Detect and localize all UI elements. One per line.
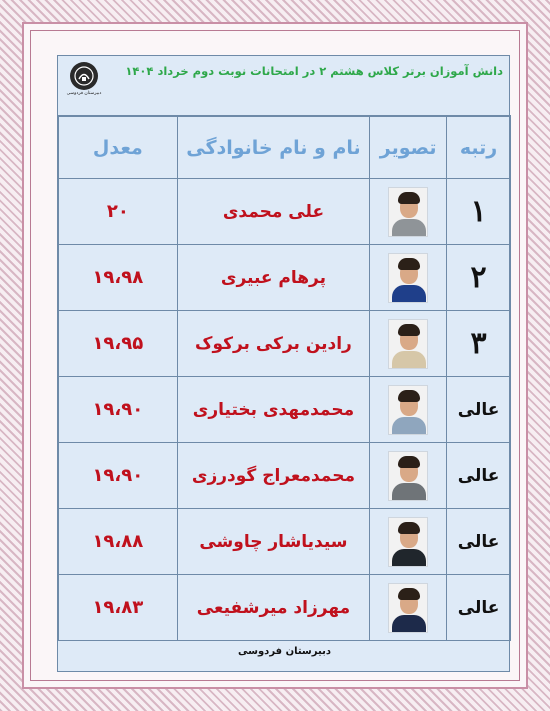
results-sheet — [57, 55, 510, 672]
student-photo — [388, 319, 428, 369]
table-row — [59, 443, 511, 509]
student-photo — [388, 517, 428, 567]
name-cell — [177, 311, 370, 377]
table-row — [59, 575, 511, 641]
student-name: محمدمعراج گودرزی — [191, 465, 355, 486]
photo-hair — [398, 324, 420, 336]
student-photo — [388, 385, 428, 435]
average-cell — [59, 575, 178, 641]
table-row — [59, 377, 511, 443]
table-body — [59, 179, 511, 641]
column-header-photo: تصویر — [370, 117, 447, 179]
photo-hair — [398, 588, 420, 600]
photo-hair — [398, 456, 420, 468]
logo-caption: دبیرستان فردوسی — [66, 91, 102, 96]
sheet-header — [58, 56, 511, 116]
student-average: ۱۹،۸۸ — [92, 531, 144, 552]
rank-value: عالی — [457, 399, 500, 420]
student-average: ۱۹،۹۵ — [92, 333, 144, 354]
rank-cell — [447, 443, 511, 509]
rank-cell — [447, 179, 511, 245]
table-row — [59, 179, 511, 245]
photo-shirt — [392, 219, 426, 237]
average-cell — [59, 509, 178, 575]
photo-shirt — [392, 417, 426, 435]
average-cell — [59, 443, 178, 509]
student-photo — [388, 583, 428, 633]
logo-emblem-icon — [70, 62, 98, 90]
column-header-name: نام و نام خانوادگی — [177, 117, 370, 179]
photo-hair — [398, 258, 420, 270]
rank-value: ۳ — [470, 326, 487, 361]
student-name: علی محمدی — [222, 201, 325, 222]
student-average: ۱۹،۹۰ — [92, 465, 144, 486]
ranking-table — [58, 116, 511, 641]
student-name: مهرزاد میرشفیعی — [196, 597, 351, 618]
rank-cell — [447, 245, 511, 311]
name-cell — [177, 509, 370, 575]
rank-value: عالی — [457, 597, 500, 618]
student-name: سیدیاشار چاوشی — [199, 531, 348, 552]
rank-value: عالی — [457, 531, 500, 552]
student-name: پرهام عبیری — [220, 267, 327, 288]
student-photo — [388, 187, 428, 237]
rank-cell — [447, 575, 511, 641]
photo-shirt — [392, 351, 426, 369]
table-row — [59, 311, 511, 377]
photo-hair — [398, 390, 420, 402]
name-cell — [177, 179, 370, 245]
column-header-average: معدل — [59, 117, 178, 179]
page-title: دانش آموزان برتر کلاس هشتم ۲ در امتحانات نوبت دوم خرداد ۱۴۰۴ — [125, 64, 503, 78]
name-cell — [177, 443, 370, 509]
rank-cell — [447, 509, 511, 575]
student-average: ۱۹،۸۳ — [92, 597, 144, 618]
average-cell — [59, 377, 178, 443]
photo-cell — [370, 509, 447, 575]
photo-cell — [370, 443, 447, 509]
table-row — [59, 245, 511, 311]
table-row — [59, 509, 511, 575]
rank-cell — [447, 311, 511, 377]
average-cell — [59, 179, 178, 245]
student-photo — [388, 253, 428, 303]
photo-hair — [398, 522, 420, 534]
photo-hair — [398, 192, 420, 204]
photo-cell — [370, 245, 447, 311]
photo-cell — [370, 377, 447, 443]
school-name-footer: دبیرستان فردوسی — [238, 646, 331, 657]
name-cell — [177, 245, 370, 311]
photo-cell — [370, 311, 447, 377]
rank-value: عالی — [457, 465, 500, 486]
name-cell — [177, 377, 370, 443]
student-photo — [388, 451, 428, 501]
student-average: ۱۹،۹۰ — [92, 399, 144, 420]
student-name: رادین برکی برکوک — [195, 333, 352, 354]
rank-cell — [447, 377, 511, 443]
rank-value: ۲ — [470, 260, 487, 295]
photo-shirt — [392, 483, 426, 501]
name-cell — [177, 575, 370, 641]
photo-cell — [370, 179, 447, 245]
average-cell — [59, 245, 178, 311]
rank-value: ۱ — [470, 194, 487, 229]
photo-shirt — [392, 549, 426, 567]
photo-shirt — [392, 285, 426, 303]
school-logo — [64, 62, 104, 108]
average-cell — [59, 311, 178, 377]
photo-cell — [370, 575, 447, 641]
student-average: ۲۰ — [106, 201, 129, 222]
photo-shirt — [392, 615, 426, 633]
table-header-row — [59, 117, 511, 179]
student-name: محمدمهدی بختیاری — [192, 399, 355, 420]
column-header-rank: رتبه — [447, 117, 511, 179]
student-average: ۱۹،۹۸ — [92, 267, 144, 288]
